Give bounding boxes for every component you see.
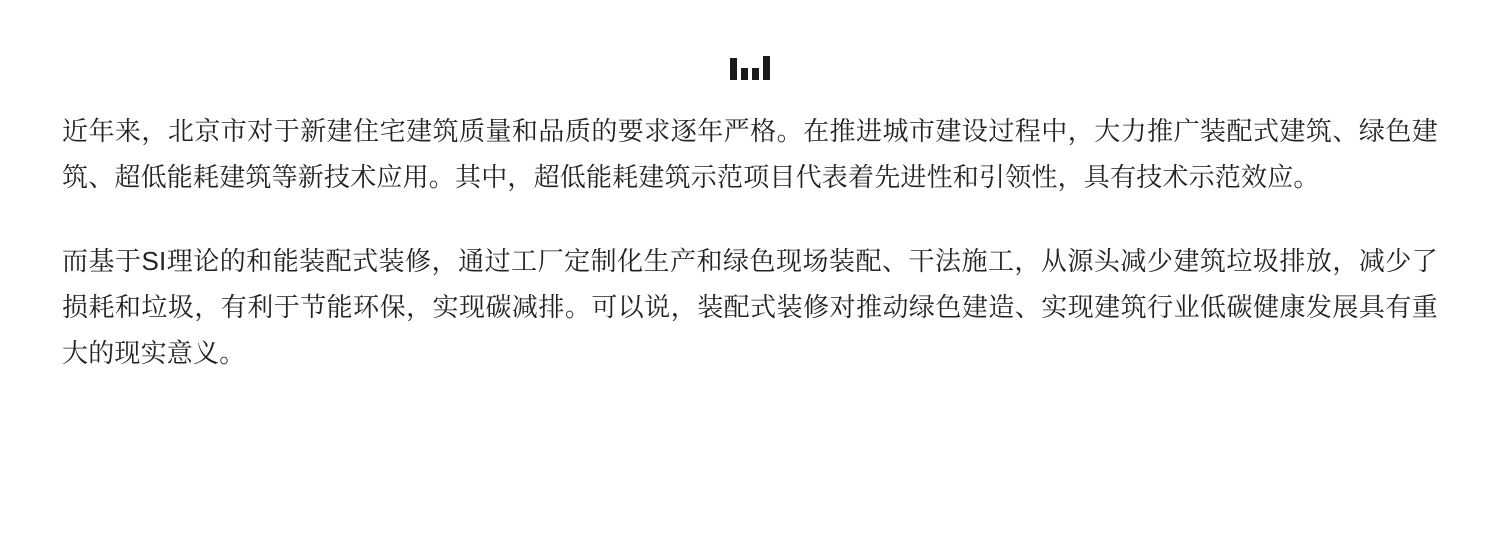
paragraph-2: 而基于SI理论的和能装配式装修，通过工厂定制化生产和绿色现场装配、干法施工，从源头减少建筑垃圾排放，减少了损耗和垃圾，有利于节能环保，实现碳减排。可以说，装配式装修对推动绿色建造、实现建筑行业低碳健康发展具有重大的现实意义。 (62, 246, 1438, 368)
paragraph-1: 近年来，北京市对于新建住宅建筑质量和品质的要求逐年严格。在推进城市建设过程中，大力推广装配式建筑、绿色建筑、超低能耗建筑等新技术应用。其中，超低能耗建筑示范项目代表着先进性和引领性，具有技术示范效应。 (62, 116, 1438, 192)
logo-bar-4 (763, 56, 770, 80)
logo-bar-2 (741, 68, 748, 80)
bar-chart-logo-icon (730, 54, 770, 80)
logo-bar-3 (752, 68, 759, 80)
logo-bar-1 (730, 58, 737, 80)
document-body (62, 80, 1438, 376)
document-header (62, 0, 1438, 80)
